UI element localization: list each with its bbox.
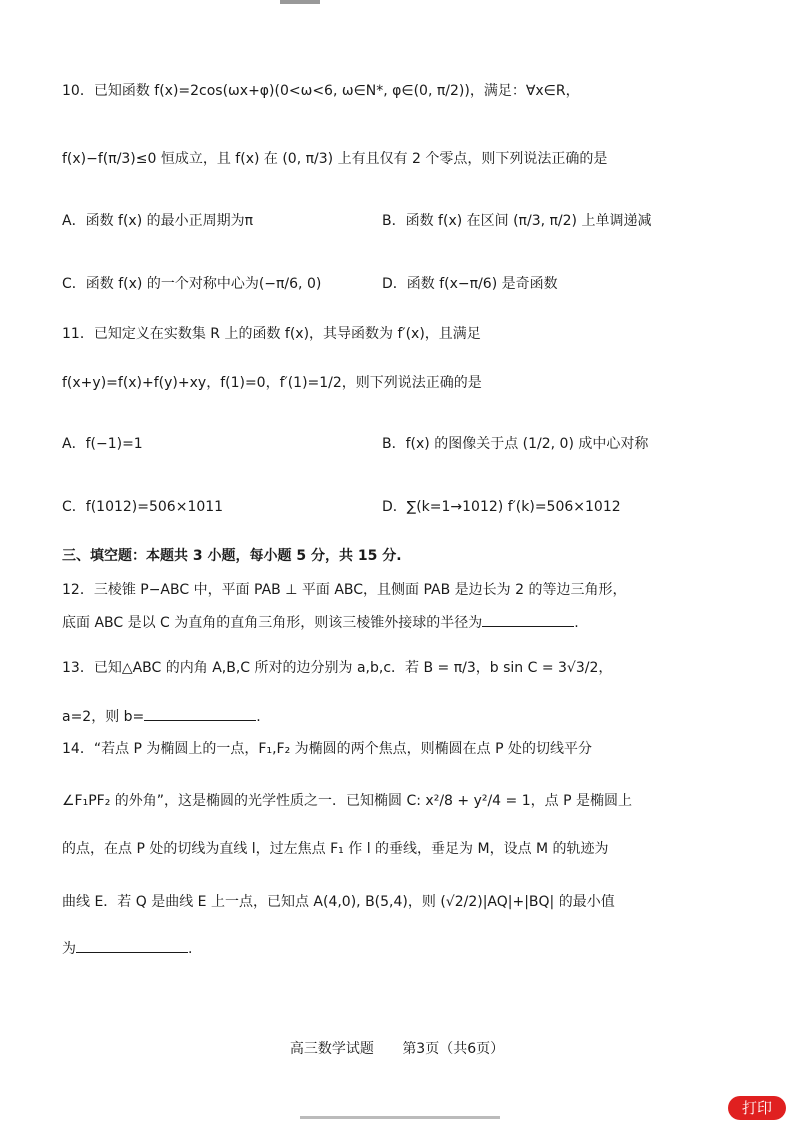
q14-answer-blank[interactable] xyxy=(76,952,188,953)
q12-line1: 12．三棱锥 P−ABC 中，平面 PAB ⊥ 平面 ABC，且侧面 PAB 是边长为 2 的等边三角形， xyxy=(62,582,627,598)
q14-line1: 14．“若点 P 为椭圆上的一点，F₁,F₂ 为椭圆的两个焦点，则椭圆在点 P 处的切线平分 xyxy=(62,741,592,757)
section-3-heading: 三、填空题：本题共 3 小题，每小题 5 分，共 15 分. xyxy=(62,548,402,564)
page-footer xyxy=(0,1038,794,1058)
q10-option-a: A．函数 f(x) 的最小正周期为π xyxy=(62,213,254,229)
q14-line4: 曲线 E．若 Q 是曲线 E 上一点，已知点 A(4,0), B(5,4)，则 (√2/2)|AQ|+|BQ| 的最小值 xyxy=(62,894,615,910)
q10-line2: f(x)−f(π/3)≤0 恒成立，且 f(x) 在 (0, π/3) 上有且仅有 2 个零点，则下列说法正确的是 xyxy=(62,151,608,167)
q11-line1: 11．已知定义在实数集 R 上的函数 f(x)，其导函数为 f′(x)，且满足 xyxy=(62,326,481,342)
q10-option-b: B．函数 f(x) 在区间 (π/3, π/2) 上单调递减 xyxy=(382,213,652,229)
q11-option-b: B．f(x) 的图像关于点 (1/2, 0) 成中心对称 xyxy=(382,436,649,452)
q13-line1: 13．已知△ABC 的内角 A,B,C 所对的边分别为 a,b,c．若 B = π/3，b sin C = 3√3/2， xyxy=(62,660,613,676)
scan-mark-top xyxy=(280,0,320,4)
q14-line2: ∠F₁PF₂ 的外角”，这是椭圆的光学性质之一．已知椭圆 C: x²/8 + y²/4 = 1，点 P 是椭圆上 xyxy=(62,793,632,809)
q12-answer-blank[interactable] xyxy=(482,626,574,627)
q13-answer-blank[interactable] xyxy=(144,720,256,721)
q10-option-c: C．函数 f(x) 的一个对称中心为(−π/6, 0) xyxy=(62,276,322,292)
scan-mark-bottom xyxy=(300,1116,500,1119)
q11-option-d: D．∑(k=1→1012) f′(k)=506×1012 xyxy=(382,499,621,515)
q13-line2: a=2，则 b= . xyxy=(62,709,261,725)
q14-line3: 的点，在点 P 处的切线为直线 l，过左焦点 F₁ 作 l 的垂线，垂足为 M，设点 M 的轨迹为 xyxy=(62,841,609,857)
q12-line2: 底面 ABC 是以 C 为直角的直角三角形，则该三棱锥外接球的半径为 . xyxy=(62,615,579,631)
footer-page-number: 第3页（共6页） xyxy=(402,1041,505,1057)
print-button[interactable]: 打印 xyxy=(728,1096,786,1120)
q10-line1: 10．已知函数 f(x)=2cos(ωx+φ)(0<ω<6, ω∈N*, φ∈(0, π/2))，满足：∀x∈R， xyxy=(62,83,580,99)
q14-line5: 为 . xyxy=(62,941,193,957)
q11-option-a: A．f(−1)=1 xyxy=(62,436,143,452)
q11-option-c: C．f(1012)=506×1011 xyxy=(62,499,224,515)
q10-option-d: D．函数 f(x−π/6) 是奇函数 xyxy=(382,276,558,292)
footer-title: 高三数学试题 xyxy=(289,1041,374,1057)
q11-line2: f(x+y)=f(x)+f(y)+xy，f(1)=0，f′(1)=1/2，则下列说法正确的是 xyxy=(62,375,482,391)
